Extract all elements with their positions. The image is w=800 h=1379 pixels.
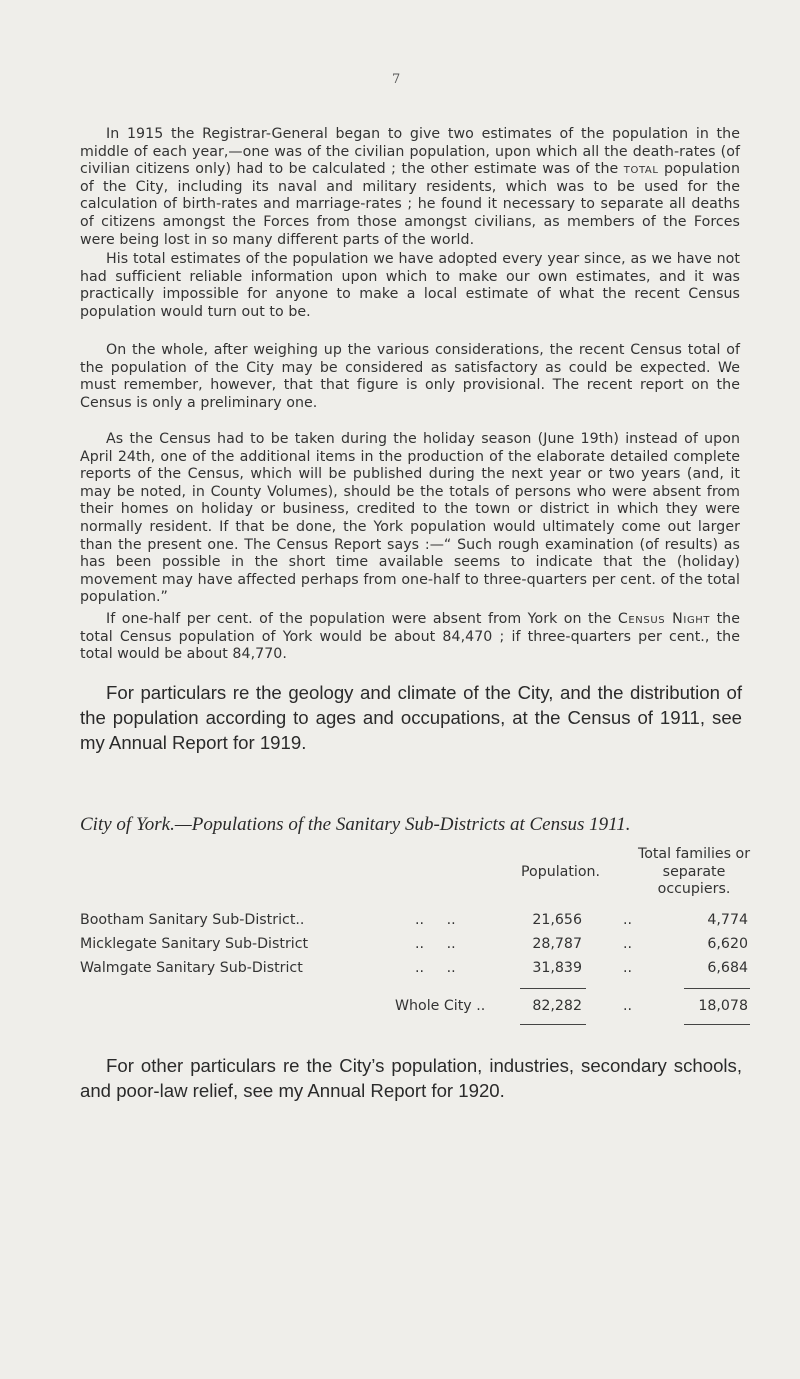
- total-families: 18,078: [698, 998, 748, 1014]
- row-leader-dots: ..: [623, 960, 633, 976]
- paragraph-registrar-general: [80, 126, 740, 249]
- row-leader-dots: .. ..: [415, 936, 456, 952]
- paragraph-total-estimates: His total estimates of the population we have adopted every year since, as we have not had sufficient reliable information upon which to make our own estimates, and it was practically impossible for anyone to make a local estimate of what the recent Census population would turn out to be.: [80, 251, 740, 320]
- paragraph-text: population of the City, including its naval and military residents, which was to be used for the calculation of birth-rates and marriage-rates ; he found it necessary to separate all deaths of citizens amongst the Forces from those amongst civilians, as members of the Forces were being lost in so many different parts of the world.: [80, 161, 740, 248]
- paragraph-absent-population: [80, 611, 740, 664]
- table-title: City of York.—Populations of the Sanitary Sub-Districts at Census 1911.: [80, 814, 631, 835]
- note-annual-report-1919: For particulars re the geology and climate of the City, and the distribution of the population according to ages and occupations, at the Census of 1911, see my Annual Report for 1919.: [80, 682, 742, 753]
- row-population: 21,656: [532, 912, 582, 928]
- column-header-population: Population.: [521, 864, 601, 880]
- total-label: Whole City ..: [395, 998, 486, 1014]
- total-rule-population-top: [520, 988, 586, 989]
- total-rule-population-bottom: [520, 1024, 586, 1025]
- row-leader-dots: ..: [623, 998, 633, 1014]
- paragraph-text: If one-half per cent. of the population were absent from York on the: [106, 611, 618, 627]
- row-leader-dots: ..: [623, 936, 633, 952]
- row-leader-dots: .. ..: [415, 912, 456, 928]
- small-caps-word: total: [623, 161, 659, 178]
- row-label: Bootham Sanitary Sub-District..: [80, 912, 305, 928]
- row-families: 6,684: [707, 960, 748, 976]
- paragraph-census-total: On the whole, after weighing up the various considerations, the recent Census total of the population of the City may be considered as satisfactory as could be expected. We must remember, however, that that figure is only provisional. The recent report on the Census is only a preliminary one.: [80, 342, 740, 411]
- row-label: Walmgate Sanitary Sub-District: [80, 960, 303, 976]
- row-families: 6,620: [707, 936, 748, 952]
- column-header-families: Total families or separate occupiers.: [637, 846, 751, 898]
- row-population: 31,839: [532, 960, 582, 976]
- small-caps-word: Census Night: [617, 611, 711, 627]
- page-number: 7: [392, 72, 401, 87]
- row-leader-dots: ..: [623, 912, 633, 928]
- paragraph-text: In 1915 the Registrar-General began to give two estimates of the population in the middle of each year,—one was of the civilian population, upon which all the death-rates (of civilian citizens only) had to be calculated ; the other estimate was of the: [80, 126, 740, 178]
- row-population: 28,787: [532, 936, 582, 952]
- total-rule-families-top: [684, 988, 750, 989]
- row-label: Micklegate Sanitary Sub-District: [80, 936, 309, 952]
- row-families: 4,774: [707, 912, 748, 928]
- row-leader-dots: .. ..: [415, 960, 456, 976]
- paragraph-holiday-season: As the Census had to be taken during the holiday season (June 19th) instead of upon April 24th, one of the additional items in the production of the elaborate detailed complete reports of the Census, which will be published during the next year or two years (and, it may be noted, in County Volumes), should be the totals of persons who were absent from their homes on holiday or business, credited to the town or district in which they were normally resident. If that be done, the York population would ultimately come out larger than the present one. The Census Report says :—“ Such rough examination (of results) as has been possible in the short time available seems to indicate that the (holiday) movement may have affected perhaps from one-half to three-quarters per cent. of the total population.”: [80, 431, 740, 606]
- note-annual-report-1920: For other particulars re the City’s population, industries, secondary schools, and poor-law relief, see my Annual Report for 1920.: [80, 1055, 742, 1101]
- total-rule-families-bottom: [684, 1024, 750, 1025]
- total-population: 82,282: [532, 998, 582, 1014]
- paragraph-text: the total Census population of York would be about 84,470 ; if three-quarters per cent., the total would be about 84,770.: [80, 611, 740, 663]
